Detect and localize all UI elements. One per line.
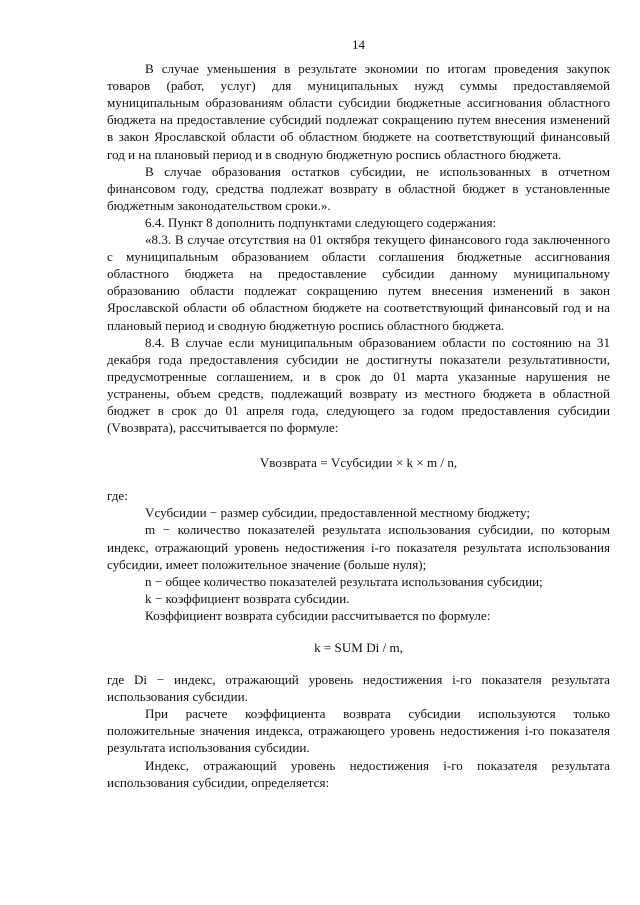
paragraph-8-4: 8.4. В случае если муниципальным образованием области по состоянию на 31 декабря года предоставления субсидии не достигнуты показатели результативности, предусмотренные соглашением, и в срок до 01 марта указанные нарушения не устранены, объем средств, подлежащий возврату из местного бюджета в областной бюджет в срок до 01 апреля года, следующего за годом предоставления субсидии (Vвозврата), рассчитывается по формуле: [107, 334, 610, 436]
definition-k: k − коэффициент возврата субсидии. [145, 590, 350, 606]
definition-m: m − количество показателей результата использования субсидии, по которым индекс, отражающий уровень недостижения i-го показателя результата использования субсидии, имеет положительное значение (больше нуля); [107, 522, 610, 572]
definition-n: n − общее количество показателей результата использования субсидии; [145, 573, 543, 589]
paragraph-index-determined: Индекс, отражающий уровень недостижения i-го показателя результата использования субсидии, определяется: [107, 757, 610, 790]
document-page [107, 36, 610, 791]
where-label: где: [107, 488, 128, 504]
where-di-definition: где Di − индекс, отражающий уровень недостижения i-го показателя результата использования субсидии. [107, 672, 610, 705]
formula-refund-volume: Vвозврата = Vсубсидии × k × m / n, [259, 455, 458, 471]
paragraph-6-4: 6.4. Пункт 8 дополнить подпунктами следующего содержания: [145, 214, 497, 230]
paragraph-unused-balances: В случае образования остатков субсидии, не использованных в отчетном финансовом году, средства подлежат возврату в областной бюджет в установленные бюджетным законодательством сроки.». [107, 163, 610, 213]
paragraph-positive-values: При расчете коэффициента возврата субсидии используются только положительные значения индекса, отражающего уровень недостижения i-го показателя результата использования субсидии. [107, 706, 610, 756]
paragraph-savings-reduction: В случае уменьшения в результате экономии по итогам проведения закупок товаров (работ, услуг) для муниципальных нужд суммы предоставляемой муниципальным образованиям области субсидии бюджетные ассигнования областного бюджета на предоставление субсидий подлежат сокращению путем внесения изменений в закон Ярославской области об областном бюджете на соответствующий финансовый год и на плановый период и в сводную бюджетную роспись областного бюджета. [107, 61, 610, 162]
coefficient-intro: Коэффициент возврата субсидии рассчитывается по формуле: [145, 607, 491, 623]
formula-coefficient: k = SUM Di / m, [314, 640, 403, 655]
paragraph-8-3: «8.3. В случае отсутствия на 01 октября текущего финансового года заключенного с муниципальным образованием области соглашения бюджетные ассигнования областного бюджета на предоставление субсидии данному муниципальному образованию области подлежат сокращению путем внесения изменений в закон Ярославской области об областном бюджете на соответствующий финансовый год и на плановый период и сводную бюджетную роспись областного бюджета. [107, 232, 610, 333]
page-number: 14 [351, 37, 366, 52]
definition-v-subsidy: Vсубсидии − размер субсидии, предоставленной местному бюджету; [145, 505, 531, 521]
